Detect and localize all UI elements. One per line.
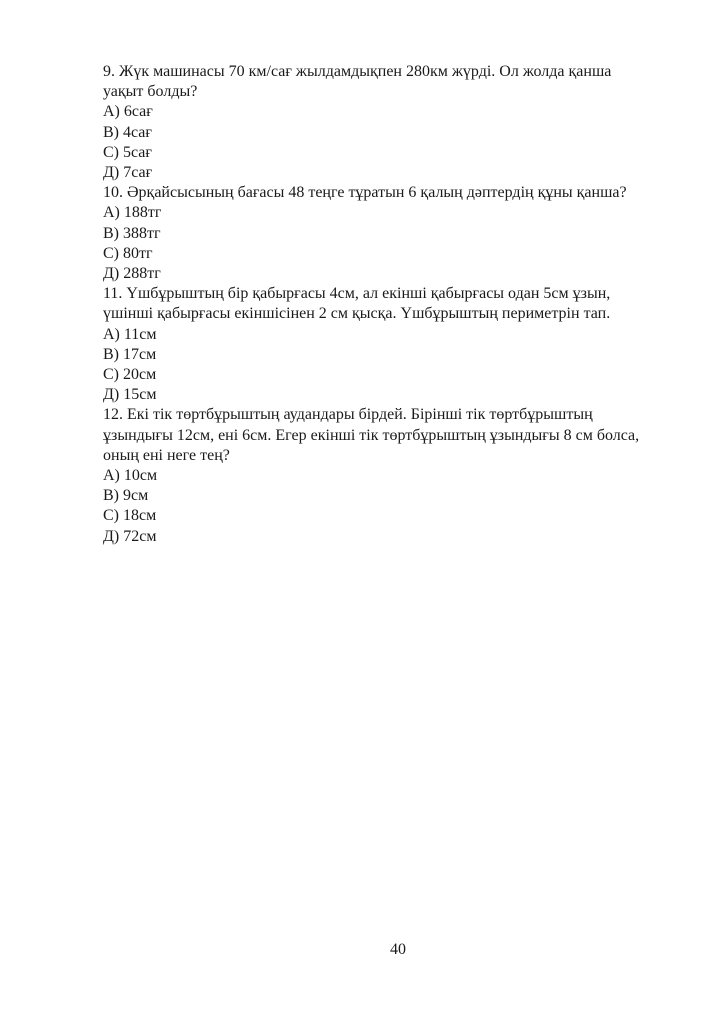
question-text-line: уақыт болды? [103,83,198,101]
question-text-line: 11. Үшбұрыштың бір қабырғасы 4см, ал екінші қабырғасы одан 5см ұзын, [103,285,611,303]
answer-option: А) 6сағ [103,103,153,121]
question-11 [103,284,684,405]
answer-option: В) 9см [103,487,149,505]
question-text-line: ұзындығы 12см, ені 6см. Егер екінші тік төртбұрыштың ұзындығы 8 см болса, [103,426,640,444]
answer-option: В) 4сағ [103,123,152,141]
question-9 [103,62,684,183]
answer-option: В) 17см [103,345,157,363]
answer-option: Д) 288тг [103,265,161,283]
answer-option: С) 5сағ [103,143,152,161]
answer-option: А) 188тг [103,204,162,222]
answer-option: А) 10см [103,467,158,485]
question-10 [103,183,684,284]
answer-option: С) 20см [103,366,157,384]
page-number: 40 [390,941,406,958]
answer-option: В) 388тг [103,224,161,242]
question-12 [103,405,684,546]
answer-option: А) 11см [103,325,157,343]
answer-option: Д) 7сағ [103,164,153,182]
answer-option: С) 18см [103,507,157,525]
question-text-line: 9. Жүк машинасы 70 км/сағ жылдамдықпен 280км жүрді. Ол жолда қанша [103,63,612,80]
answer-option: Д) 15см [103,386,157,404]
question-text-line: 12. Екі тік төртбұрыштың аудандары бірдей. Бірінші тік төртбұрыштың [103,406,593,424]
question-text-line: үшінші қабырғасы екіншісінен 2 см қысқа. Үшбұрыштың периметрін тап. [103,305,611,323]
question-text-line: оның ені неге тең? [103,446,230,464]
test-questions-block [103,62,684,547]
answer-option: Д) 72см [103,527,157,545]
answer-option: С) 80тг [103,244,153,262]
question-text-line: 10. Әрқайсысының бағасы 48 теңге тұратын 6 қалың дәптердің құны қанша? [103,184,627,202]
